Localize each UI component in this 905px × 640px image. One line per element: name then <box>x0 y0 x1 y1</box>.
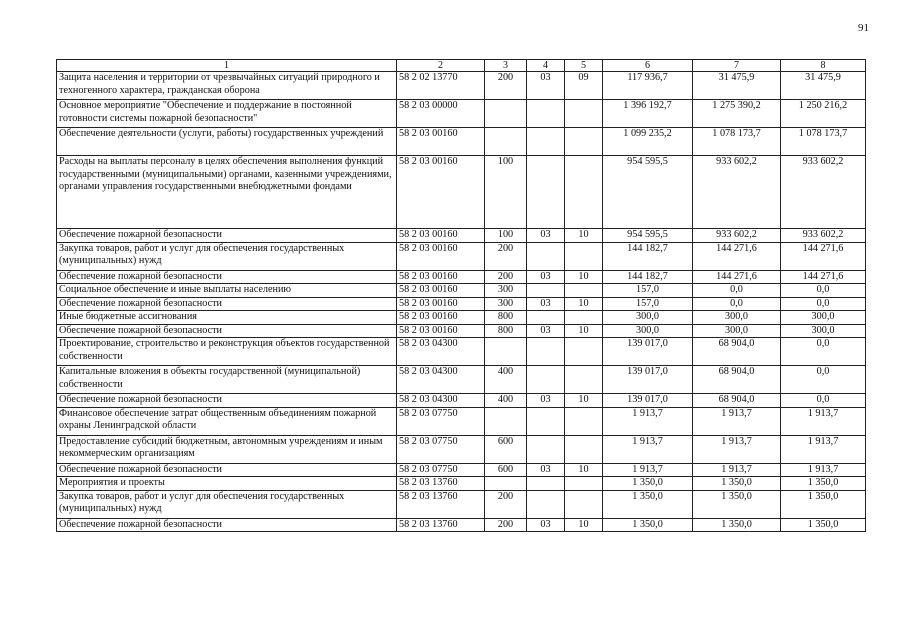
cell-amount-year1: 157,0 <box>603 297 693 311</box>
cell-amount-year3: 1 350,0 <box>781 490 866 518</box>
cell-amount-year2: 144 271,6 <box>693 242 781 270</box>
cell-code: 58 2 03 00160 <box>397 128 485 156</box>
table-row <box>57 311 866 325</box>
cell-name: Финансовое обеспечение затрат общественным объединениям пожарной охраны Ленинградской области <box>57 407 397 435</box>
cell-subsection: 10 <box>565 518 603 532</box>
cell-section: 03 <box>527 463 565 477</box>
cell-expense-type <box>485 100 527 128</box>
cell-expense-type: 600 <box>485 435 527 463</box>
cell-subsection <box>565 242 603 270</box>
cell-amount-year2: 300,0 <box>693 324 781 338</box>
cell-expense-type: 100 <box>485 229 527 243</box>
header-row <box>57 60 866 72</box>
cell-amount-year3: 144 271,6 <box>781 242 866 270</box>
cell-subsection <box>565 366 603 394</box>
cell-amount-year1: 300,0 <box>603 311 693 325</box>
cell-code: 58 2 03 00160 <box>397 311 485 325</box>
table-row <box>57 394 866 408</box>
cell-section <box>527 490 565 518</box>
cell-name: Мероприятия и проекты <box>57 477 397 491</box>
table-row <box>57 407 866 435</box>
cell-section: 03 <box>527 229 565 243</box>
cell-name: Закупка товаров, работ и услуг для обеспечения государственных (муниципальных) нужд <box>57 490 397 518</box>
column-header: 6 <box>603 60 693 72</box>
cell-subsection <box>565 311 603 325</box>
cell-name: Обеспечение деятельности (услуги, работы) государственных учреждений <box>57 128 397 156</box>
cell-amount-year1: 954 595,5 <box>603 229 693 243</box>
cell-expense-type: 300 <box>485 297 527 311</box>
page-number: 91 <box>858 22 869 34</box>
cell-amount-year3: 300,0 <box>781 311 866 325</box>
table-row <box>57 518 866 532</box>
cell-amount-year2: 300,0 <box>693 311 781 325</box>
cell-expense-type: 100 <box>485 156 527 229</box>
cell-amount-year3: 1 913,7 <box>781 435 866 463</box>
cell-expense-type: 200 <box>485 270 527 284</box>
column-header: 1 <box>57 60 397 72</box>
cell-section <box>527 407 565 435</box>
column-header: 3 <box>485 60 527 72</box>
cell-code: 58 2 03 07750 <box>397 463 485 477</box>
cell-amount-year3: 1 078 173,7 <box>781 128 866 156</box>
table-row <box>57 435 866 463</box>
cell-expense-type: 300 <box>485 284 527 298</box>
cell-subsection <box>565 477 603 491</box>
cell-subsection <box>565 100 603 128</box>
cell-code: 58 2 03 04300 <box>397 338 485 366</box>
cell-amount-year3: 1 350,0 <box>781 518 866 532</box>
cell-amount-year2: 68 904,0 <box>693 394 781 408</box>
cell-amount-year1: 300,0 <box>603 324 693 338</box>
cell-amount-year2: 1 913,7 <box>693 463 781 477</box>
cell-amount-year3: 0,0 <box>781 366 866 394</box>
cell-amount-year1: 1 913,7 <box>603 435 693 463</box>
cell-code: 58 2 03 00160 <box>397 297 485 311</box>
table-row <box>57 72 866 100</box>
table-row <box>57 229 866 243</box>
cell-amount-year2: 31 475,9 <box>693 72 781 100</box>
cell-section <box>527 284 565 298</box>
cell-code: 58 2 03 00160 <box>397 229 485 243</box>
cell-amount-year1: 954 595,5 <box>603 156 693 229</box>
cell-code: 58 2 03 13760 <box>397 477 485 491</box>
column-header: 4 <box>527 60 565 72</box>
cell-section <box>527 477 565 491</box>
cell-amount-year2: 144 271,6 <box>693 270 781 284</box>
cell-section: 03 <box>527 72 565 100</box>
cell-expense-type: 200 <box>485 242 527 270</box>
cell-amount-year1: 139 017,0 <box>603 338 693 366</box>
cell-subsection: 10 <box>565 463 603 477</box>
cell-expense-type: 600 <box>485 463 527 477</box>
cell-amount-year2: 1 275 390,2 <box>693 100 781 128</box>
table-row <box>57 366 866 394</box>
table-row <box>57 490 866 518</box>
cell-subsection: 10 <box>565 270 603 284</box>
cell-code: 58 2 03 00160 <box>397 284 485 298</box>
cell-name: Обеспечение пожарной безопасности <box>57 518 397 532</box>
cell-amount-year3: 933 602,2 <box>781 229 866 243</box>
budget-table <box>56 59 866 532</box>
cell-expense-type: 200 <box>485 518 527 532</box>
table-row <box>57 324 866 338</box>
cell-name: Основное мероприятие "Обеспечение и поддержание в постоянной готовности системы пожарной безопасности" <box>57 100 397 128</box>
cell-expense-type <box>485 477 527 491</box>
cell-subsection <box>565 490 603 518</box>
table-row <box>57 477 866 491</box>
cell-code: 58 2 02 13770 <box>397 72 485 100</box>
table-row <box>57 297 866 311</box>
cell-section: 03 <box>527 394 565 408</box>
cell-subsection: 10 <box>565 394 603 408</box>
cell-amount-year3: 1 913,7 <box>781 407 866 435</box>
cell-amount-year2: 933 602,2 <box>693 156 781 229</box>
cell-section: 03 <box>527 270 565 284</box>
cell-subsection: 10 <box>565 229 603 243</box>
cell-name: Обеспечение пожарной безопасности <box>57 463 397 477</box>
cell-amount-year1: 1 350,0 <box>603 477 693 491</box>
cell-amount-year1: 1 396 192,7 <box>603 100 693 128</box>
cell-amount-year3: 933 602,2 <box>781 156 866 229</box>
cell-code: 58 2 03 00160 <box>397 324 485 338</box>
cell-section: 03 <box>527 324 565 338</box>
cell-subsection <box>565 338 603 366</box>
cell-amount-year3: 144 271,6 <box>781 270 866 284</box>
column-header: 5 <box>565 60 603 72</box>
cell-amount-year2: 68 904,0 <box>693 338 781 366</box>
cell-amount-year1: 1 913,7 <box>603 407 693 435</box>
cell-subsection: 09 <box>565 72 603 100</box>
cell-name: Капитальные вложения в объекты государственной (муниципальной) собственности <box>57 366 397 394</box>
cell-section <box>527 338 565 366</box>
cell-expense-type: 800 <box>485 311 527 325</box>
table-row <box>57 338 866 366</box>
cell-amount-year3: 1 913,7 <box>781 463 866 477</box>
cell-amount-year2: 68 904,0 <box>693 366 781 394</box>
cell-section <box>527 100 565 128</box>
cell-expense-type <box>485 128 527 156</box>
cell-name: Обеспечение пожарной безопасности <box>57 270 397 284</box>
cell-amount-year1: 1 099 235,2 <box>603 128 693 156</box>
cell-amount-year2: 1 350,0 <box>693 490 781 518</box>
cell-expense-type: 200 <box>485 490 527 518</box>
cell-subsection <box>565 284 603 298</box>
cell-subsection <box>565 128 603 156</box>
cell-amount-year3: 31 475,9 <box>781 72 866 100</box>
cell-code: 58 2 03 07750 <box>397 407 485 435</box>
cell-amount-year3: 1 250 216,2 <box>781 100 866 128</box>
cell-expense-type <box>485 338 527 366</box>
cell-name: Обеспечение пожарной безопасности <box>57 229 397 243</box>
cell-amount-year3: 1 350,0 <box>781 477 866 491</box>
cell-amount-year1: 144 182,7 <box>603 270 693 284</box>
cell-amount-year1: 1 913,7 <box>603 463 693 477</box>
cell-subsection: 10 <box>565 297 603 311</box>
cell-section <box>527 156 565 229</box>
cell-code: 58 2 03 00160 <box>397 156 485 229</box>
cell-name: Иные бюджетные ассигнования <box>57 311 397 325</box>
column-header: 7 <box>693 60 781 72</box>
cell-section <box>527 128 565 156</box>
cell-amount-year2: 1 913,7 <box>693 435 781 463</box>
cell-amount-year3: 0,0 <box>781 338 866 366</box>
cell-name: Защита населения и территории от чрезвычайных ситуаций природного и техногенного характера, гражданская оборона <box>57 72 397 100</box>
table-row <box>57 284 866 298</box>
table-row <box>57 128 866 156</box>
cell-subsection <box>565 156 603 229</box>
cell-code: 58 2 03 13760 <box>397 490 485 518</box>
cell-section: 03 <box>527 297 565 311</box>
cell-section <box>527 242 565 270</box>
cell-name: Социальное обеспечение и иные выплаты населению <box>57 284 397 298</box>
cell-amount-year3: 300,0 <box>781 324 866 338</box>
cell-code: 58 2 03 04300 <box>397 394 485 408</box>
cell-subsection <box>565 435 603 463</box>
table-row <box>57 100 866 128</box>
cell-section <box>527 366 565 394</box>
cell-section <box>527 435 565 463</box>
cell-name: Закупка товаров, работ и услуг для обеспечения государственных (муниципальных) нужд <box>57 242 397 270</box>
cell-code: 58 2 03 00160 <box>397 270 485 284</box>
cell-name: Обеспечение пожарной безопасности <box>57 297 397 311</box>
cell-amount-year2: 1 913,7 <box>693 407 781 435</box>
cell-amount-year1: 157,0 <box>603 284 693 298</box>
cell-code: 58 2 03 13760 <box>397 518 485 532</box>
cell-expense-type: 400 <box>485 366 527 394</box>
cell-name: Предоставление субсидий бюджетным, автономным учреждениям и иным некоммерческим организациям <box>57 435 397 463</box>
column-header: 8 <box>781 60 866 72</box>
cell-expense-type: 400 <box>485 394 527 408</box>
table-row <box>57 270 866 284</box>
cell-amount-year1: 144 182,7 <box>603 242 693 270</box>
cell-code: 58 2 03 04300 <box>397 366 485 394</box>
table-row <box>57 156 866 229</box>
cell-name: Обеспечение пожарной безопасности <box>57 394 397 408</box>
cell-expense-type <box>485 407 527 435</box>
cell-amount-year1: 1 350,0 <box>603 490 693 518</box>
cell-amount-year2: 0,0 <box>693 284 781 298</box>
cell-amount-year2: 933 602,2 <box>693 229 781 243</box>
cell-amount-year2: 1 350,0 <box>693 518 781 532</box>
cell-amount-year1: 117 936,7 <box>603 72 693 100</box>
table-row <box>57 463 866 477</box>
table-row <box>57 242 866 270</box>
cell-amount-year2: 1 350,0 <box>693 477 781 491</box>
column-header: 2 <box>397 60 485 72</box>
cell-subsection: 10 <box>565 324 603 338</box>
cell-code: 58 2 03 00160 <box>397 242 485 270</box>
cell-amount-year3: 0,0 <box>781 297 866 311</box>
cell-name: Расходы на выплаты персоналу в целях обеспечения выполнения функций государственными (муниципальными) органами, казенными учреждениями, органами управления государственными внебюджетными фондами <box>57 156 397 229</box>
cell-expense-type: 800 <box>485 324 527 338</box>
table-body <box>57 72 866 532</box>
cell-subsection <box>565 407 603 435</box>
cell-code: 58 2 03 00000 <box>397 100 485 128</box>
cell-amount-year2: 0,0 <box>693 297 781 311</box>
cell-amount-year1: 139 017,0 <box>603 394 693 408</box>
cell-name: Обеспечение пожарной безопасности <box>57 324 397 338</box>
cell-amount-year3: 0,0 <box>781 394 866 408</box>
cell-expense-type: 200 <box>485 72 527 100</box>
cell-section <box>527 311 565 325</box>
cell-name: Проектирование, строительство и реконструкция объектов государственной собственности <box>57 338 397 366</box>
cell-amount-year3: 0,0 <box>781 284 866 298</box>
cell-amount-year1: 1 350,0 <box>603 518 693 532</box>
cell-section: 03 <box>527 518 565 532</box>
cell-code: 58 2 03 07750 <box>397 435 485 463</box>
cell-amount-year1: 139 017,0 <box>603 366 693 394</box>
cell-amount-year2: 1 078 173,7 <box>693 128 781 156</box>
